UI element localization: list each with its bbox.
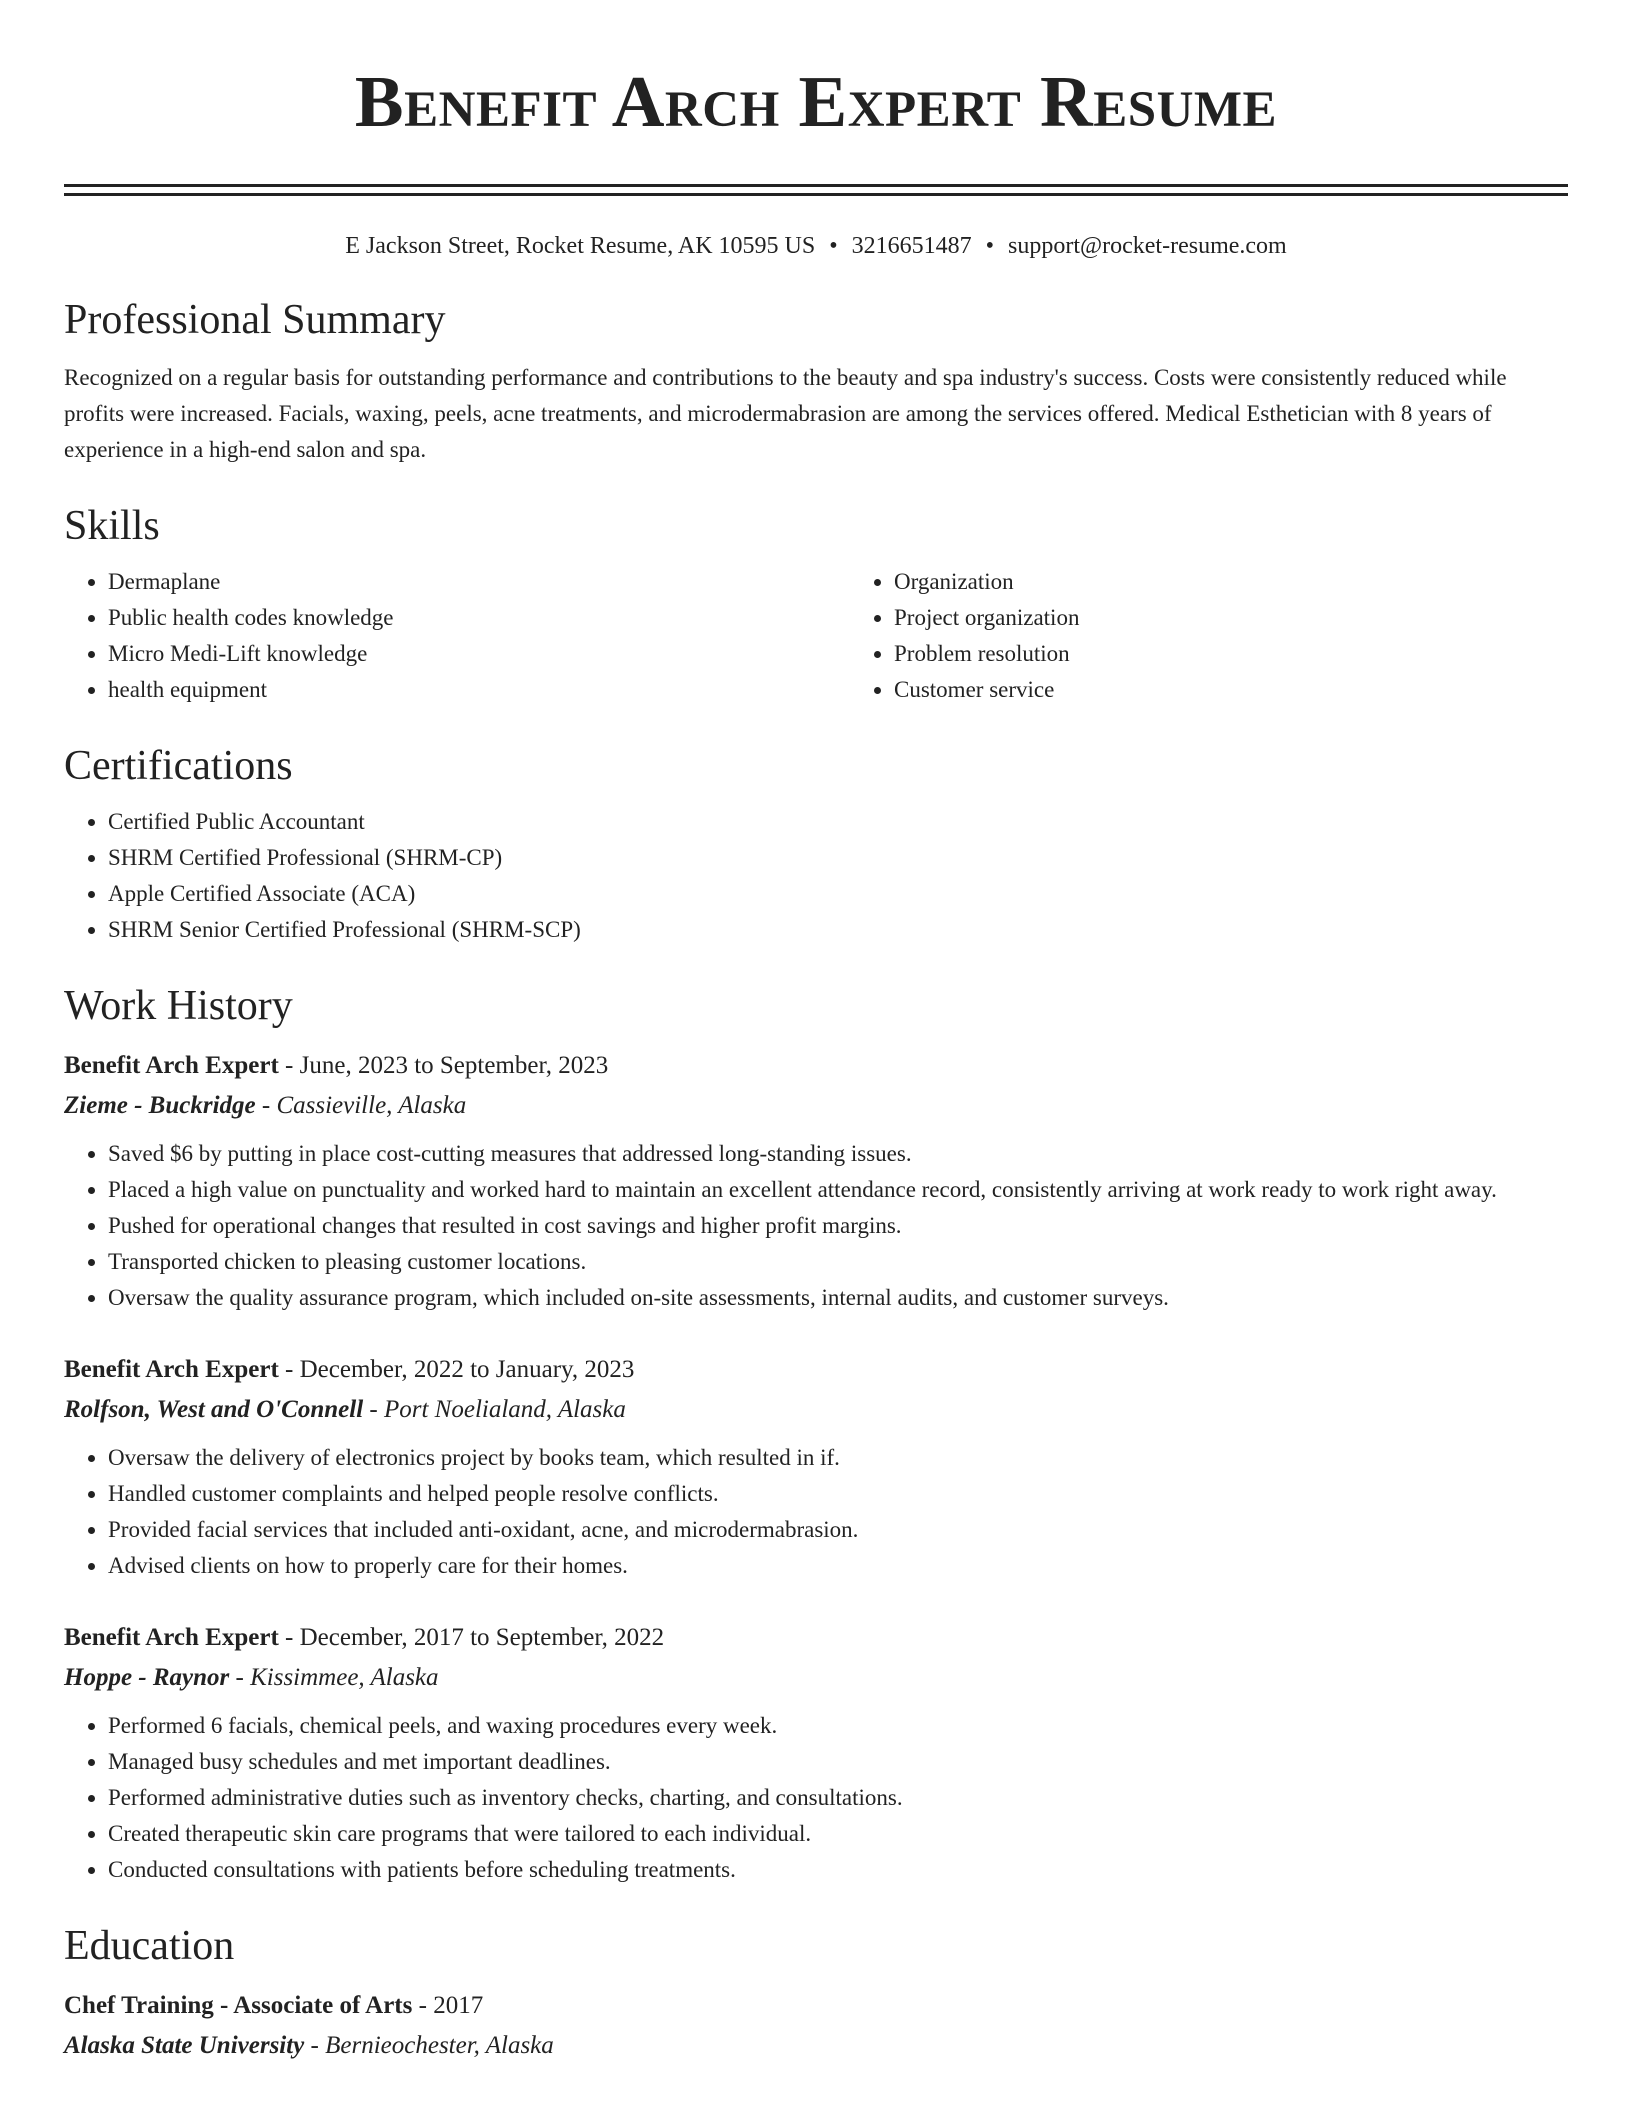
section-heading: Education (64, 1923, 235, 1969)
job-bullet: • Performed 6 facials, chemical peels, and waxing procedures every week. (108, 1708, 1568, 1744)
job-bullet: • Conducted consultations with patients before scheduling treatments. (108, 1852, 1568, 1888)
contact-separator: • (985, 233, 995, 259)
resume-title: Benefit Arch Expert Resume (354, 61, 1278, 142)
skills-grid (64, 564, 1568, 708)
job-header (64, 1046, 1568, 1086)
job-location: - Kissimmee, Alaska (229, 1664, 439, 1691)
job-bullet: • Created therapeutic skin care programs that were tailored to each individual. (108, 1816, 1568, 1852)
skill-item: • Problem resolution (894, 636, 1632, 672)
contact-address: E Jackson Street, Rocket Resume, AK 10595 US (345, 233, 816, 259)
contact-line (64, 230, 1568, 262)
job-title: Benefit Arch Expert (64, 1052, 279, 1079)
job-employer (64, 1390, 1568, 1430)
job-bullet: • Managed busy schedules and met important deadlines. (108, 1744, 1568, 1780)
job-company: Rolfson, West and O'Connell (64, 1396, 364, 1423)
job-title: Benefit Arch Expert (64, 1624, 279, 1651)
education-section (64, 1920, 1568, 2066)
certification-item: • SHRM Certified Professional (SHRM-CP) (108, 840, 1568, 876)
job-bullet: • Placed a high value on punctuality and worked hard to maintain an excellent attendance record, consistently arriving at work ready to work right away. (108, 1172, 1568, 1208)
education-school: Alaska State University (64, 2032, 305, 2059)
job-company: Hoppe - Raynor (64, 1664, 230, 1691)
certification-item: • Apple Certified Associate (ACA) (108, 876, 1568, 912)
job-header (64, 1618, 1568, 1658)
job-location: - Cassieville, Alaska (255, 1092, 467, 1119)
title-divider-top (64, 184, 1568, 187)
job-employer (64, 1086, 1568, 1126)
education-header (64, 1986, 1568, 2026)
job-company: Zieme - Buckridge (64, 1092, 256, 1119)
work-history-section (64, 980, 1568, 1888)
education-entry (64, 1986, 1568, 2066)
job-employer (64, 1658, 1568, 1698)
job-title: Benefit Arch Expert (64, 1356, 279, 1383)
summary-text: Recognized on a regular basis for outstanding performance and contributions to the beauty and spa industry's success. Costs were consistently reduced while profits were increased. Facials, waxing, peels, acne treatments, and microdermabrasion are among the services offered. Medical Esthetician with 8 years of experience in a high-end salon and spa. (64, 365, 1507, 462)
title-divider-bottom (64, 193, 1568, 196)
job-bullets (64, 1440, 1568, 1584)
job-location: - Port Noelialand, Alaska (363, 1396, 626, 1423)
skill-item: • Micro Medi-Lift knowledge (108, 636, 850, 672)
contact-separator: • (829, 233, 838, 259)
job-bullet: • Pushed for operational changes that resulted in cost savings and higher profit margins. (108, 1208, 1568, 1244)
job-entry (64, 1618, 1568, 1888)
section-heading: Professional Summary (64, 297, 446, 343)
skills-section (64, 500, 1568, 708)
job-bullet: • Advised clients on how to properly care for their homes. (108, 1548, 1568, 1584)
job-entry (64, 1350, 1568, 1584)
skills-list-left (64, 564, 850, 708)
contact-email[interactable]: support@rocket-resume.com (1008, 233, 1287, 259)
certification-item: • SHRM Senior Certified Professional (SHRM-SCP) (108, 912, 1568, 948)
summary-section (64, 294, 1568, 468)
job-header (64, 1350, 1568, 1390)
job-entry (64, 1046, 1568, 1316)
job-bullet: • Oversaw the delivery of electronics project by books team, which resulted in if. (108, 1440, 1568, 1476)
certification-item: • Certified Public Accountant (108, 804, 1568, 840)
job-dates: - June, 2023 to September, 2023 (278, 1052, 609, 1079)
section-heading: Work History (64, 983, 293, 1029)
job-bullet: • Performed administrative duties such as inventory checks, charting, and consultations. (108, 1780, 1568, 1816)
section-heading: Skills (64, 503, 160, 549)
job-bullet: • Oversaw the quality assurance program, which included on-site assessments, internal audits, and customer surveys. (108, 1280, 1568, 1316)
education-degree: Chef Training - Associate of Arts (64, 1992, 413, 2019)
certifications-section (64, 740, 1568, 948)
skills-list-right (850, 564, 1632, 708)
job-dates: - December, 2017 to September, 2022 (278, 1624, 665, 1651)
contact-phone: 3216651487 (851, 233, 972, 259)
section-heading: Certifications (64, 743, 293, 789)
job-bullets (64, 1708, 1568, 1888)
skill-item: • Dermaplane (108, 564, 850, 600)
job-bullet: • Transported chicken to pleasing customer locations. (108, 1244, 1568, 1280)
education-year: - 2017 (412, 1992, 484, 2019)
education-school-line (64, 2026, 1568, 2066)
skill-item: • health equipment (108, 672, 850, 708)
job-bullet: • Saved $6 by putting in place cost-cutting measures that addressed long-standing issues. (108, 1136, 1568, 1172)
education-location: - Bernieochester, Alaska (304, 2032, 554, 2059)
skill-item: • Organization (894, 564, 1632, 600)
job-bullet: • Handled customer complaints and helped people resolve conflicts. (108, 1476, 1568, 1512)
skill-item: • Public health codes knowledge (108, 600, 850, 636)
job-bullet: • Provided facial services that included anti-oxidant, acne, and microdermabrasion. (108, 1512, 1568, 1548)
skill-item: • Project organization (894, 600, 1632, 636)
job-dates: - December, 2022 to January, 2023 (278, 1356, 635, 1383)
job-bullets (64, 1136, 1568, 1316)
skill-item: • Customer service (894, 672, 1632, 708)
certifications-list (64, 804, 1568, 948)
